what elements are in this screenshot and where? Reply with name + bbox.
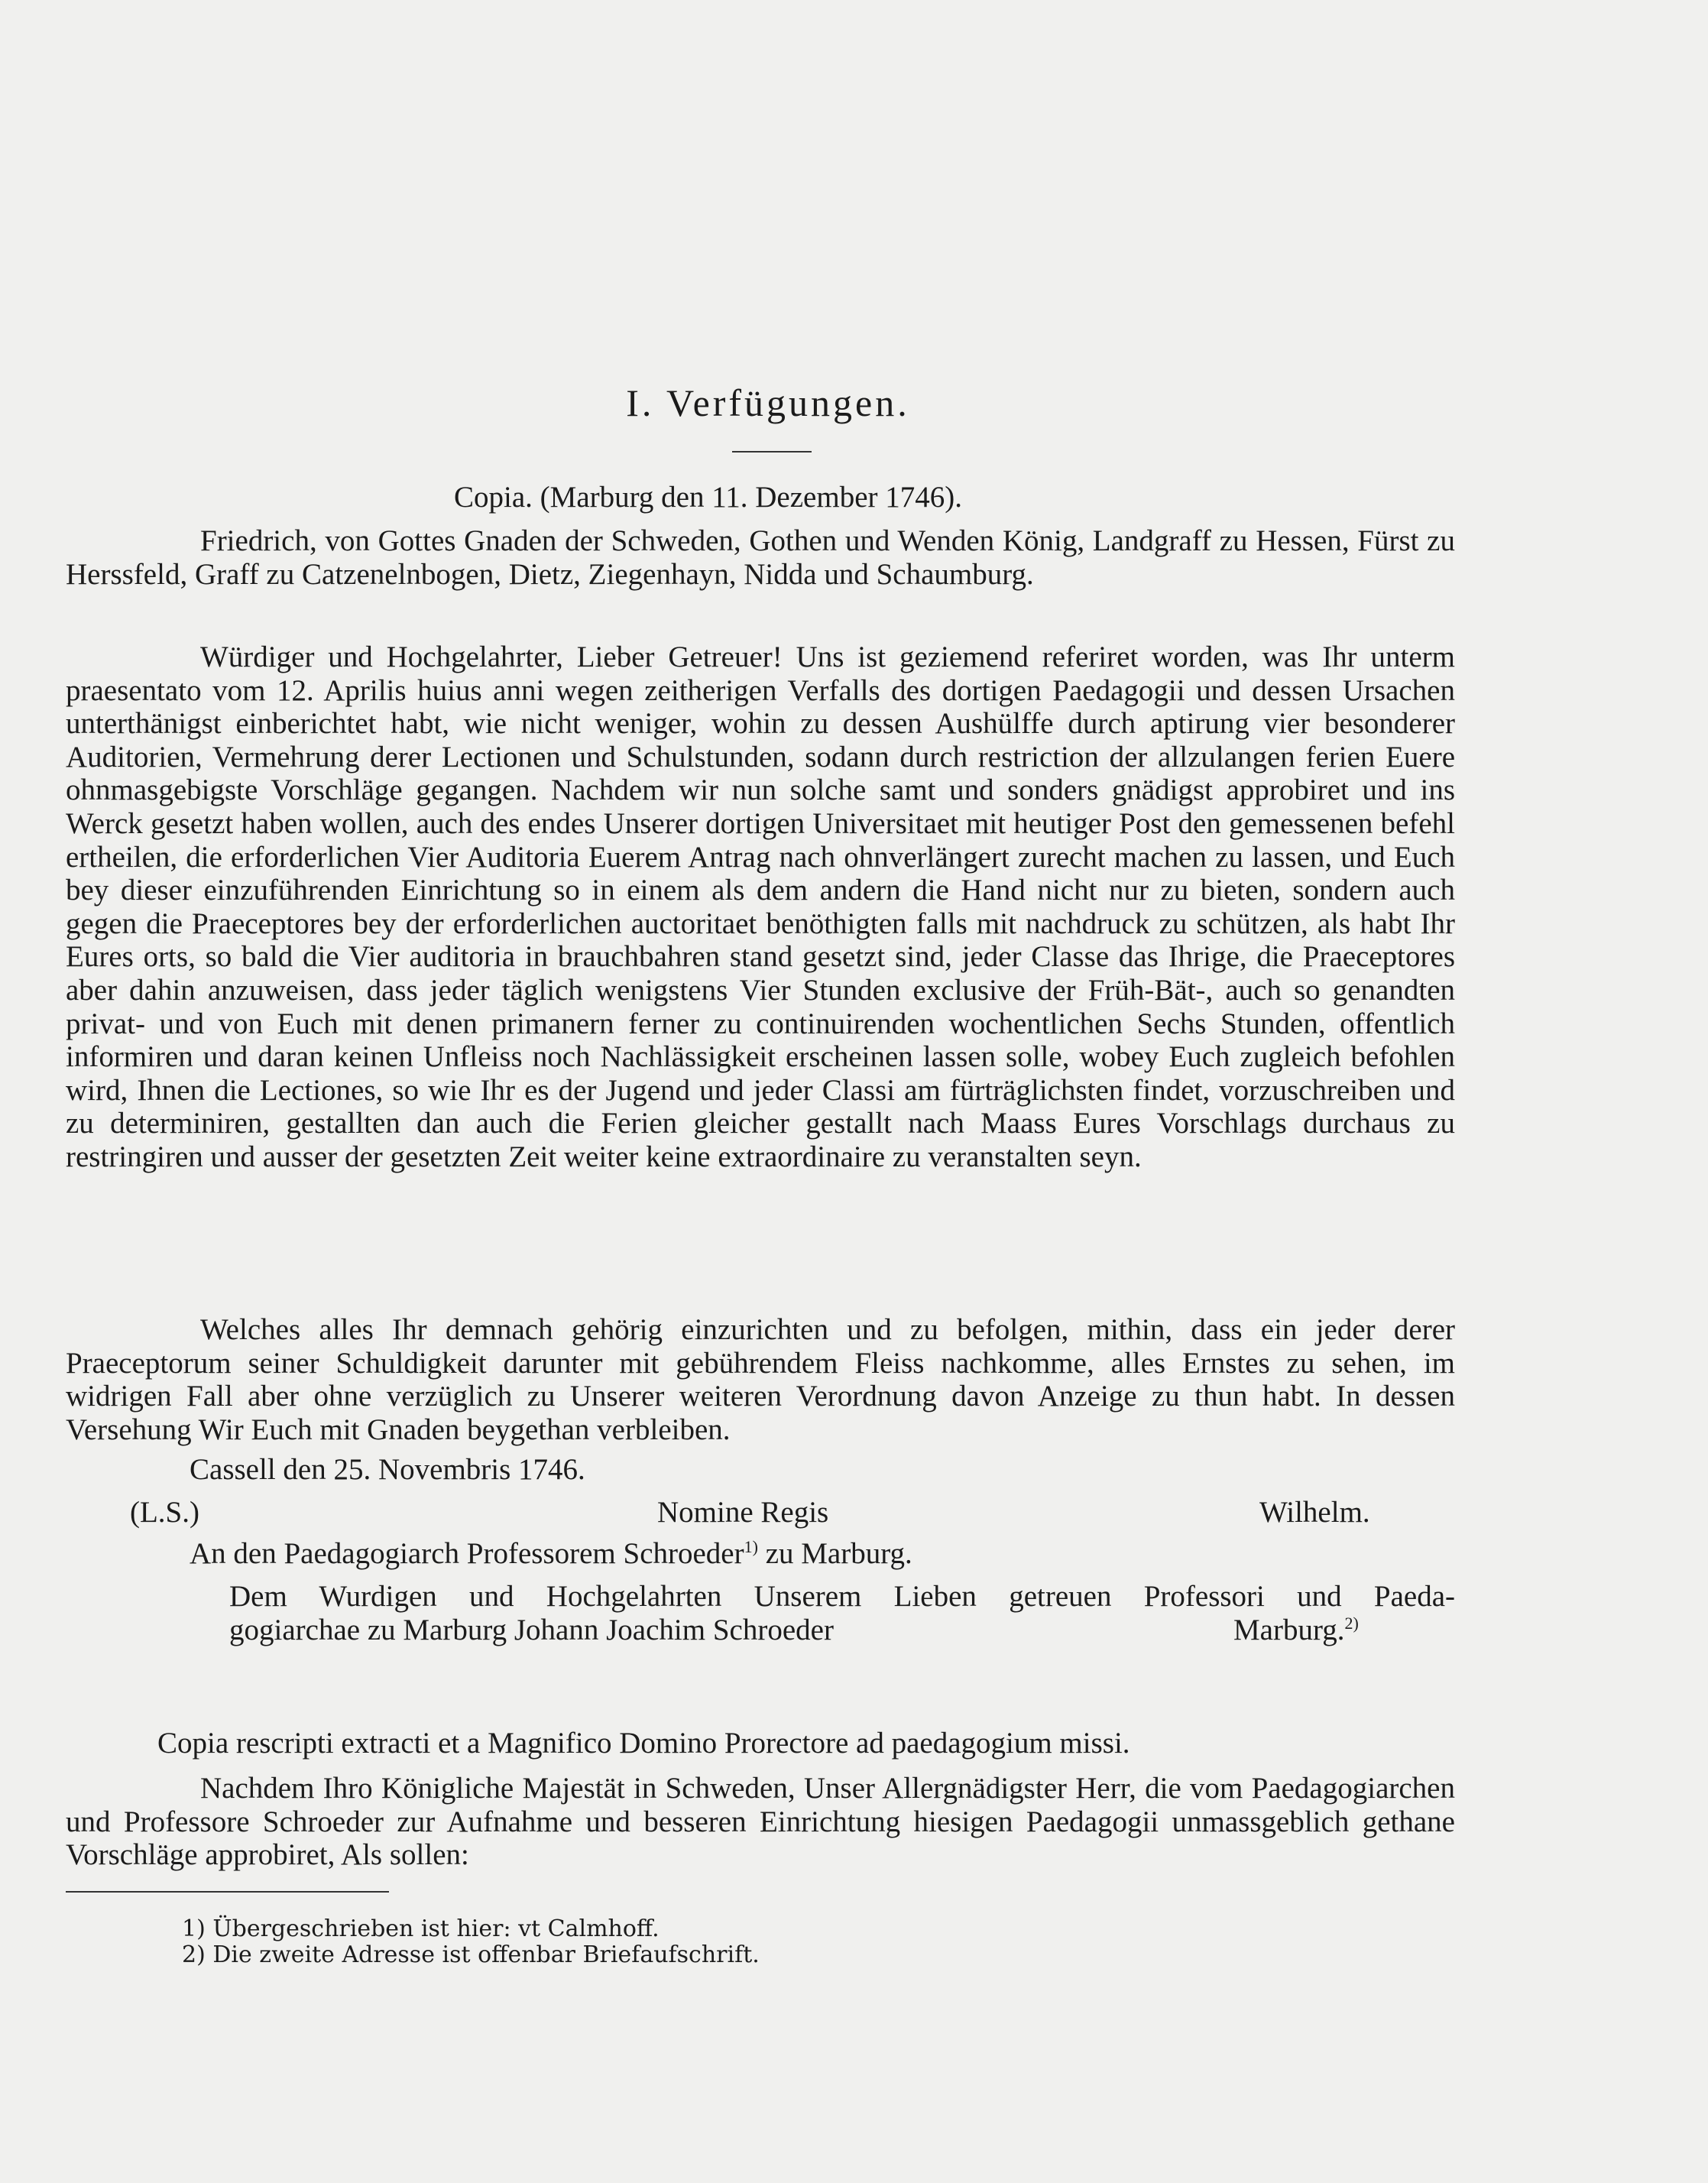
addressee-line bbox=[190, 1536, 912, 1571]
copia-line: Copia. (Marburg den 11. Dezember 1746). bbox=[454, 481, 962, 514]
nomine-regis: Nomine Regis bbox=[657, 1496, 829, 1529]
superscription-line-2: gogiarchae zu Marburg Johann Joachim Schroeder bbox=[229, 1614, 834, 1646]
footnote-ref-2: 2) bbox=[1344, 1614, 1359, 1633]
addressee-text: An den Paedagogiarch Professorem Schroeder bbox=[190, 1537, 744, 1570]
footnote-2: 2) Die zweite Adresse ist offenbar Briefaufschrift. bbox=[182, 1941, 760, 1968]
superscription-line-1: Dem Wurdigen und Hochgelahrten Unserem Lieben getreuen Professori und Paeda- bbox=[229, 1580, 1455, 1613]
signature: Wilhelm. bbox=[1259, 1496, 1370, 1529]
rescript-2-paragraph: Nachdem Ihro Königliche Majestät in Schweden, Unser Allergnädigster Herr, die vom Paedagogiarchen und Professore Schroeder zur Aufnahme und besseren Einrichtung hiesigen Paedagogii unmassgeblich gethane Vorschläge approbiret, Als sollen: bbox=[66, 1772, 1455, 1872]
date-line: Cassell den 25. Novembris 1746. bbox=[190, 1453, 585, 1486]
footnote-1: 1) Übergeschrieben ist hier: vt Calmhoff. bbox=[182, 1915, 660, 1942]
titulature-paragraph: Friedrich, von Gottes Gnaden der Schweden, Gothen und Wenden König, Landgraff zu Hessen, Fürst zu Herssfeld, Graff zu Catzenelnbogen, Dietz, Ziegenhayn, Nidda und Schaumburg. bbox=[66, 524, 1455, 591]
rescript-paragraph-2: Welches alles Ihr demnach gehörig einzurichten und zu befolgen, mithin, dass ein jeder derer Praeceptorum seiner Schuldigkeit darunter mit gebührendem Fleiss nachkomme, alles Ernstes zu sehen, im widrigen Fall aber ohne verzüglich zu Unserer weiteren Verordnung davon Anzeige zu thun habt. In dessen Versehung Wir Euch mit Gnaden beygethan verbleiben. bbox=[66, 1313, 1455, 1446]
heading-divider bbox=[732, 451, 812, 452]
section-heading: I. Verfügungen. bbox=[626, 381, 910, 424]
footnote-divider bbox=[66, 1891, 389, 1893]
superscription-place-text: Marburg. bbox=[1233, 1614, 1345, 1646]
rescript-paragraph-1: Würdiger und Hochgelahrter, Lieber Getreuer! Uns ist geziemend referiret worden, was Ihr unterm praesentato vom 12. Aprilis huius anni wegen zeitherigen Verfalls des dortigen Paedagogii und dessen Ursachen unterthänigst einberichtet habt, wie nicht weniger, wohin zu dessen Aushülffe durch aptirung vier besonderer Auditorien, Vermehrung derer Lectionen und Schulstunden, sodann durch restriction der allzulangen ferien Euere ohnmasgebigste Vorschläge gegangen. Nachdem wir nun solche samt und sonders gnädigst approbiret und ins Werck gesetzt haben wollen, auch des endes Unserer dortigen Universitaet mit heutiger Post den gemessenen befehl ertheilen, die erforderlichen Vier Auditoria Euerem Antrag nach ohnverlängert zurecht machen zu lassen, und Euch bey dieser einzuführenden Einrichtung so in einem als dem andern die Hand nicht nur zu bieten, sondern auch gegen die Praeceptores bey der erforderlichen auctoritaet benöthigten falls mit nachdruck zu schützen, als habt Ihr Eures orts, so bald die Vier auditoria in brauchbahren stand gesetzt sind, jeder Classe das Ihrige, die Praeceptores aber dahin anzuweisen, dass jeder täglich wenigstens Vier Stunden exclusive der Früh-Bät-, auch so genandten privat- und von Euch mit denen primanern ferner zu continuirenden wochentlichen Sechs Stunden, offentlich informiren und daran keinen Unfleiss noch Nachlässigkeit erscheinen lassen solle, wobey Euch zugleich befohlen wird, Ihnen die Lectiones, so wie Ihr es der Jugend und jeder Classi am fürträglichsten findet, vorzuschreiben und zu determiniren, gestallten dan auch die Ferien gleicher gestallt nach Maass Eures Vorschlags durchaus zu restringiren und ausser der gesetzten Zeit weiter keine extraordinaire zu veranstalten seyn. bbox=[66, 641, 1455, 1173]
superscription-place bbox=[1233, 1613, 1359, 1647]
rescript-2-heading: Copia rescripti extracti et a Magnifico Domino Prorectore ad paedagogium missi. bbox=[157, 1727, 1130, 1760]
addressee-place: zu Marburg. bbox=[765, 1537, 912, 1570]
seal-mark: (L.S.) bbox=[130, 1496, 199, 1529]
footnote-ref-1: 1) bbox=[744, 1537, 758, 1556]
